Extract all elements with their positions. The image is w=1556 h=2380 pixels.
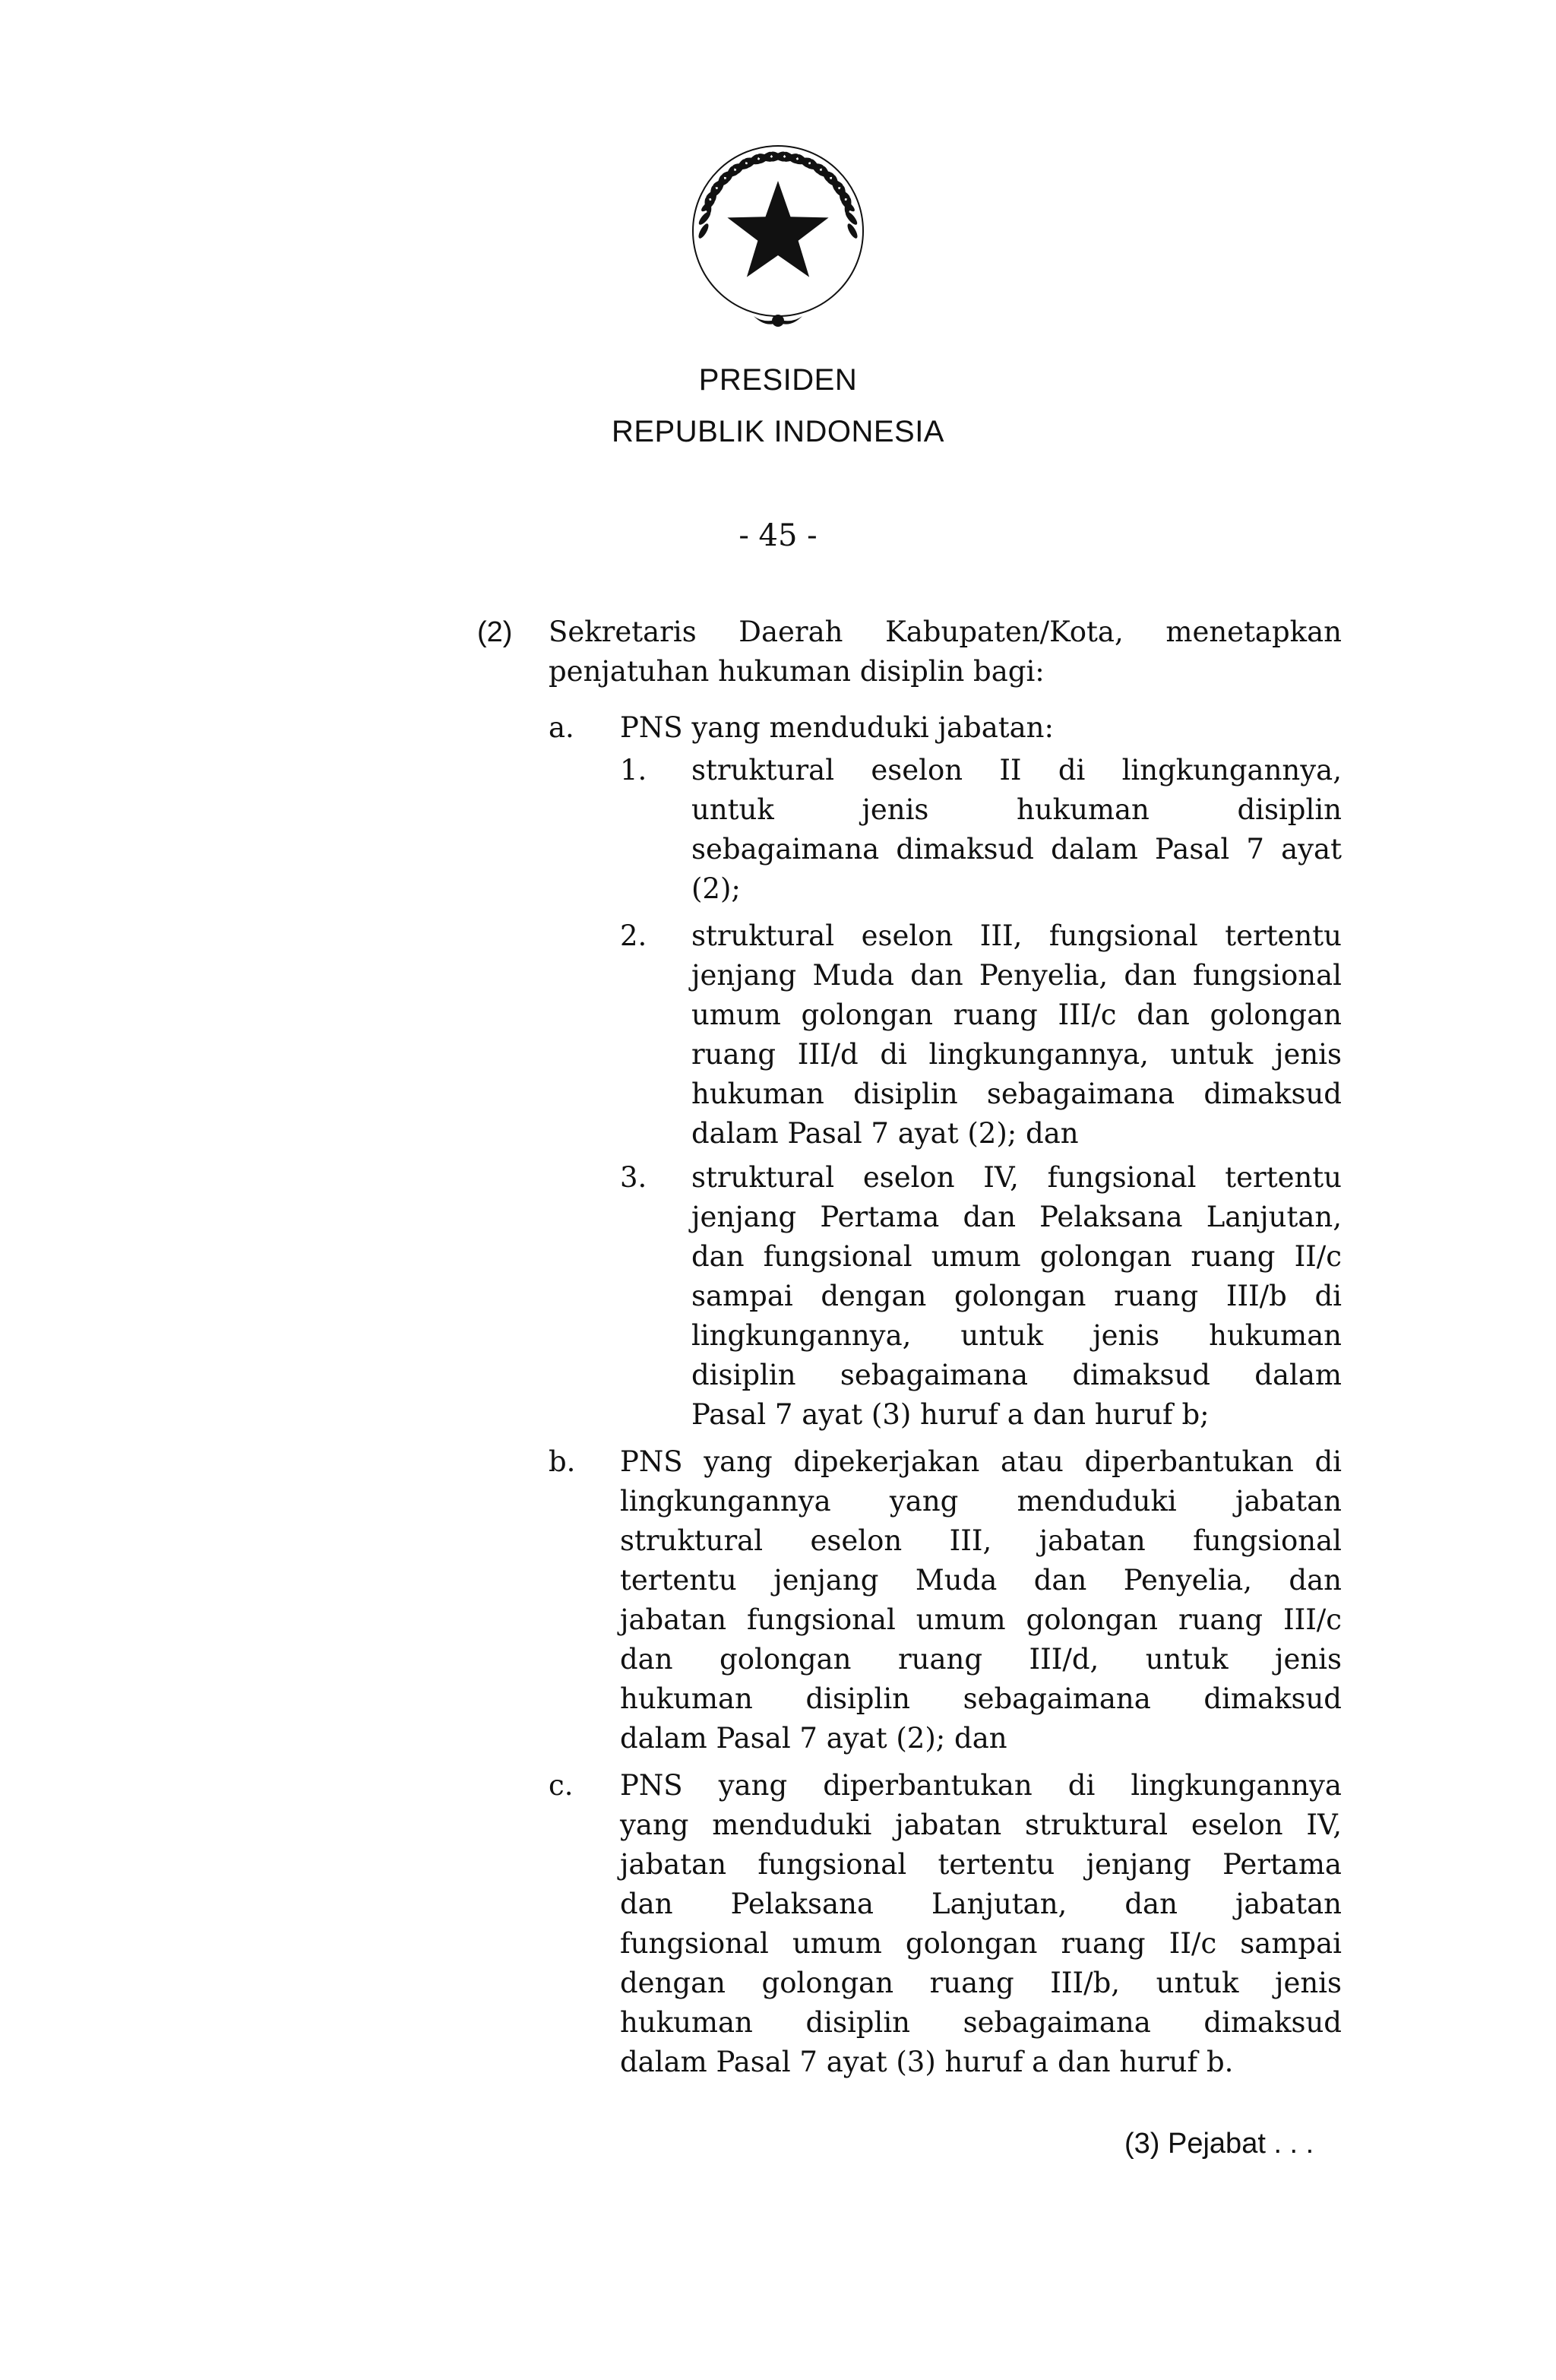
text-line: Sekretaris Daerah Kabupaten/Kota, menetapkan — [549, 616, 1342, 648]
text-line: hukuman disiplin sebagaimana dimaksud — [691, 1078, 1342, 1110]
item-a3-label: 3. — [620, 1161, 647, 1194]
wreath-leaf — [697, 210, 712, 226]
text-line: lingkungannya, untuk jenis hukuman — [691, 1319, 1342, 1352]
item-c-label: c. — [549, 1769, 574, 1802]
text-line: jenjang Pertama dan Pelaksana Lanjutan, — [691, 1201, 1342, 1233]
text-line: disiplin sebagaimana dimaksud dalam — [691, 1359, 1342, 1391]
wreath-leaf — [697, 222, 710, 239]
item-b-text — [620, 1442, 1342, 1758]
text-line: PNS yang menduduki jabatan: — [620, 711, 1054, 744]
text-line: umum golongan ruang III/c dan golongan — [691, 999, 1342, 1031]
text-line: struktural eselon IV, fungsional tertentu — [691, 1161, 1342, 1194]
text-line: sebagaimana dimaksud dalam Pasal 7 ayat — [691, 833, 1342, 866]
text-line: dalam Pasal 7 ayat (2); dan — [691, 1117, 1079, 1150]
page-number: - 45 - — [738, 518, 818, 553]
text-line: dan Pelaksana Lanjutan, dan jabatan — [620, 1888, 1342, 1920]
text-line: jabatan fungsional tertentu jenjang Pertama — [620, 1848, 1342, 1881]
item-a2-text — [691, 916, 1342, 1154]
text-line: lingkungannya yang menduduki jabatan — [620, 1485, 1342, 1518]
item-2-text — [549, 612, 1342, 692]
text-line: struktural eselon III, fungsional tertentu — [691, 919, 1342, 952]
item-a3-text — [691, 1158, 1342, 1435]
text-line: PNS yang diperbantukan di lingkungannya — [620, 1769, 1342, 1802]
text-line: jenjang Muda dan Penyelia, dan fungsional — [691, 959, 1342, 992]
item-2-label: (2) — [477, 616, 513, 648]
text-line: untuk jenis hukuman disiplin — [691, 793, 1342, 826]
text-line: dalam Pasal 7 ayat (3) huruf a dan huruf b. — [620, 2046, 1234, 2078]
header-presiden: PRESIDEN — [698, 363, 858, 397]
text-line: dalam Pasal 7 ayat (2); dan — [620, 1722, 1007, 1755]
text-line: tertentu jenjang Muda dan Penyelia, dan — [620, 1564, 1342, 1597]
garuda-star-wreath-emblem-icon — [678, 137, 878, 337]
text-line: penjatuhan hukuman disiplin bagi: — [549, 655, 1045, 688]
text-line: struktural eselon III, jabatan fungsional — [620, 1524, 1342, 1557]
text-line: dan golongan ruang III/d, untuk jenis — [620, 1643, 1342, 1676]
wreath-leaf — [840, 185, 846, 202]
item-b-label: b. — [549, 1445, 576, 1478]
text-line: hukuman disiplin sebagaimana dimaksud — [620, 2006, 1342, 2039]
item-a1-text — [691, 751, 1342, 909]
text-line: ruang III/d di lingkungannya, untuk jenis — [691, 1038, 1342, 1071]
item-c-text — [620, 1766, 1342, 2082]
text-line: (2); — [691, 872, 741, 905]
text-line: Pasal 7 ayat (3) huruf a dan huruf b; — [691, 1398, 1210, 1431]
text-line: dengan golongan ruang III/b, untuk jenis — [620, 1967, 1342, 1999]
item-a2-label: 2. — [620, 919, 647, 952]
item-a1-label: 1. — [620, 754, 647, 786]
text-line: PNS yang dipekerjakan atau diperbantukan di — [620, 1445, 1342, 1478]
text-line: yang menduduki jabatan struktural eselon IV, — [620, 1809, 1342, 1841]
text-line: dan fungsional umum golongan ruang II/c — [691, 1240, 1342, 1273]
text-line: struktural eselon II di lingkungannya, — [691, 754, 1342, 786]
wreath-leaf — [732, 163, 749, 169]
text-line: fungsional umum golongan ruang II/c sampai — [620, 1927, 1342, 1960]
text-line: jabatan fungsional umum golongan ruang III/c — [620, 1603, 1342, 1636]
text-line: hukuman disiplin sebagaimana dimaksud — [620, 1682, 1342, 1715]
header-republik-indonesia: REPUBLIK INDONESIA — [611, 415, 944, 448]
item-a-label: a. — [549, 711, 574, 744]
wreath-leaf — [846, 222, 859, 239]
text-line: sampai dengan golongan ruang III/b di — [691, 1280, 1342, 1312]
page-continuation: (3) Pejabat . . . — [1124, 2128, 1314, 2160]
item-a-text — [620, 708, 1342, 748]
